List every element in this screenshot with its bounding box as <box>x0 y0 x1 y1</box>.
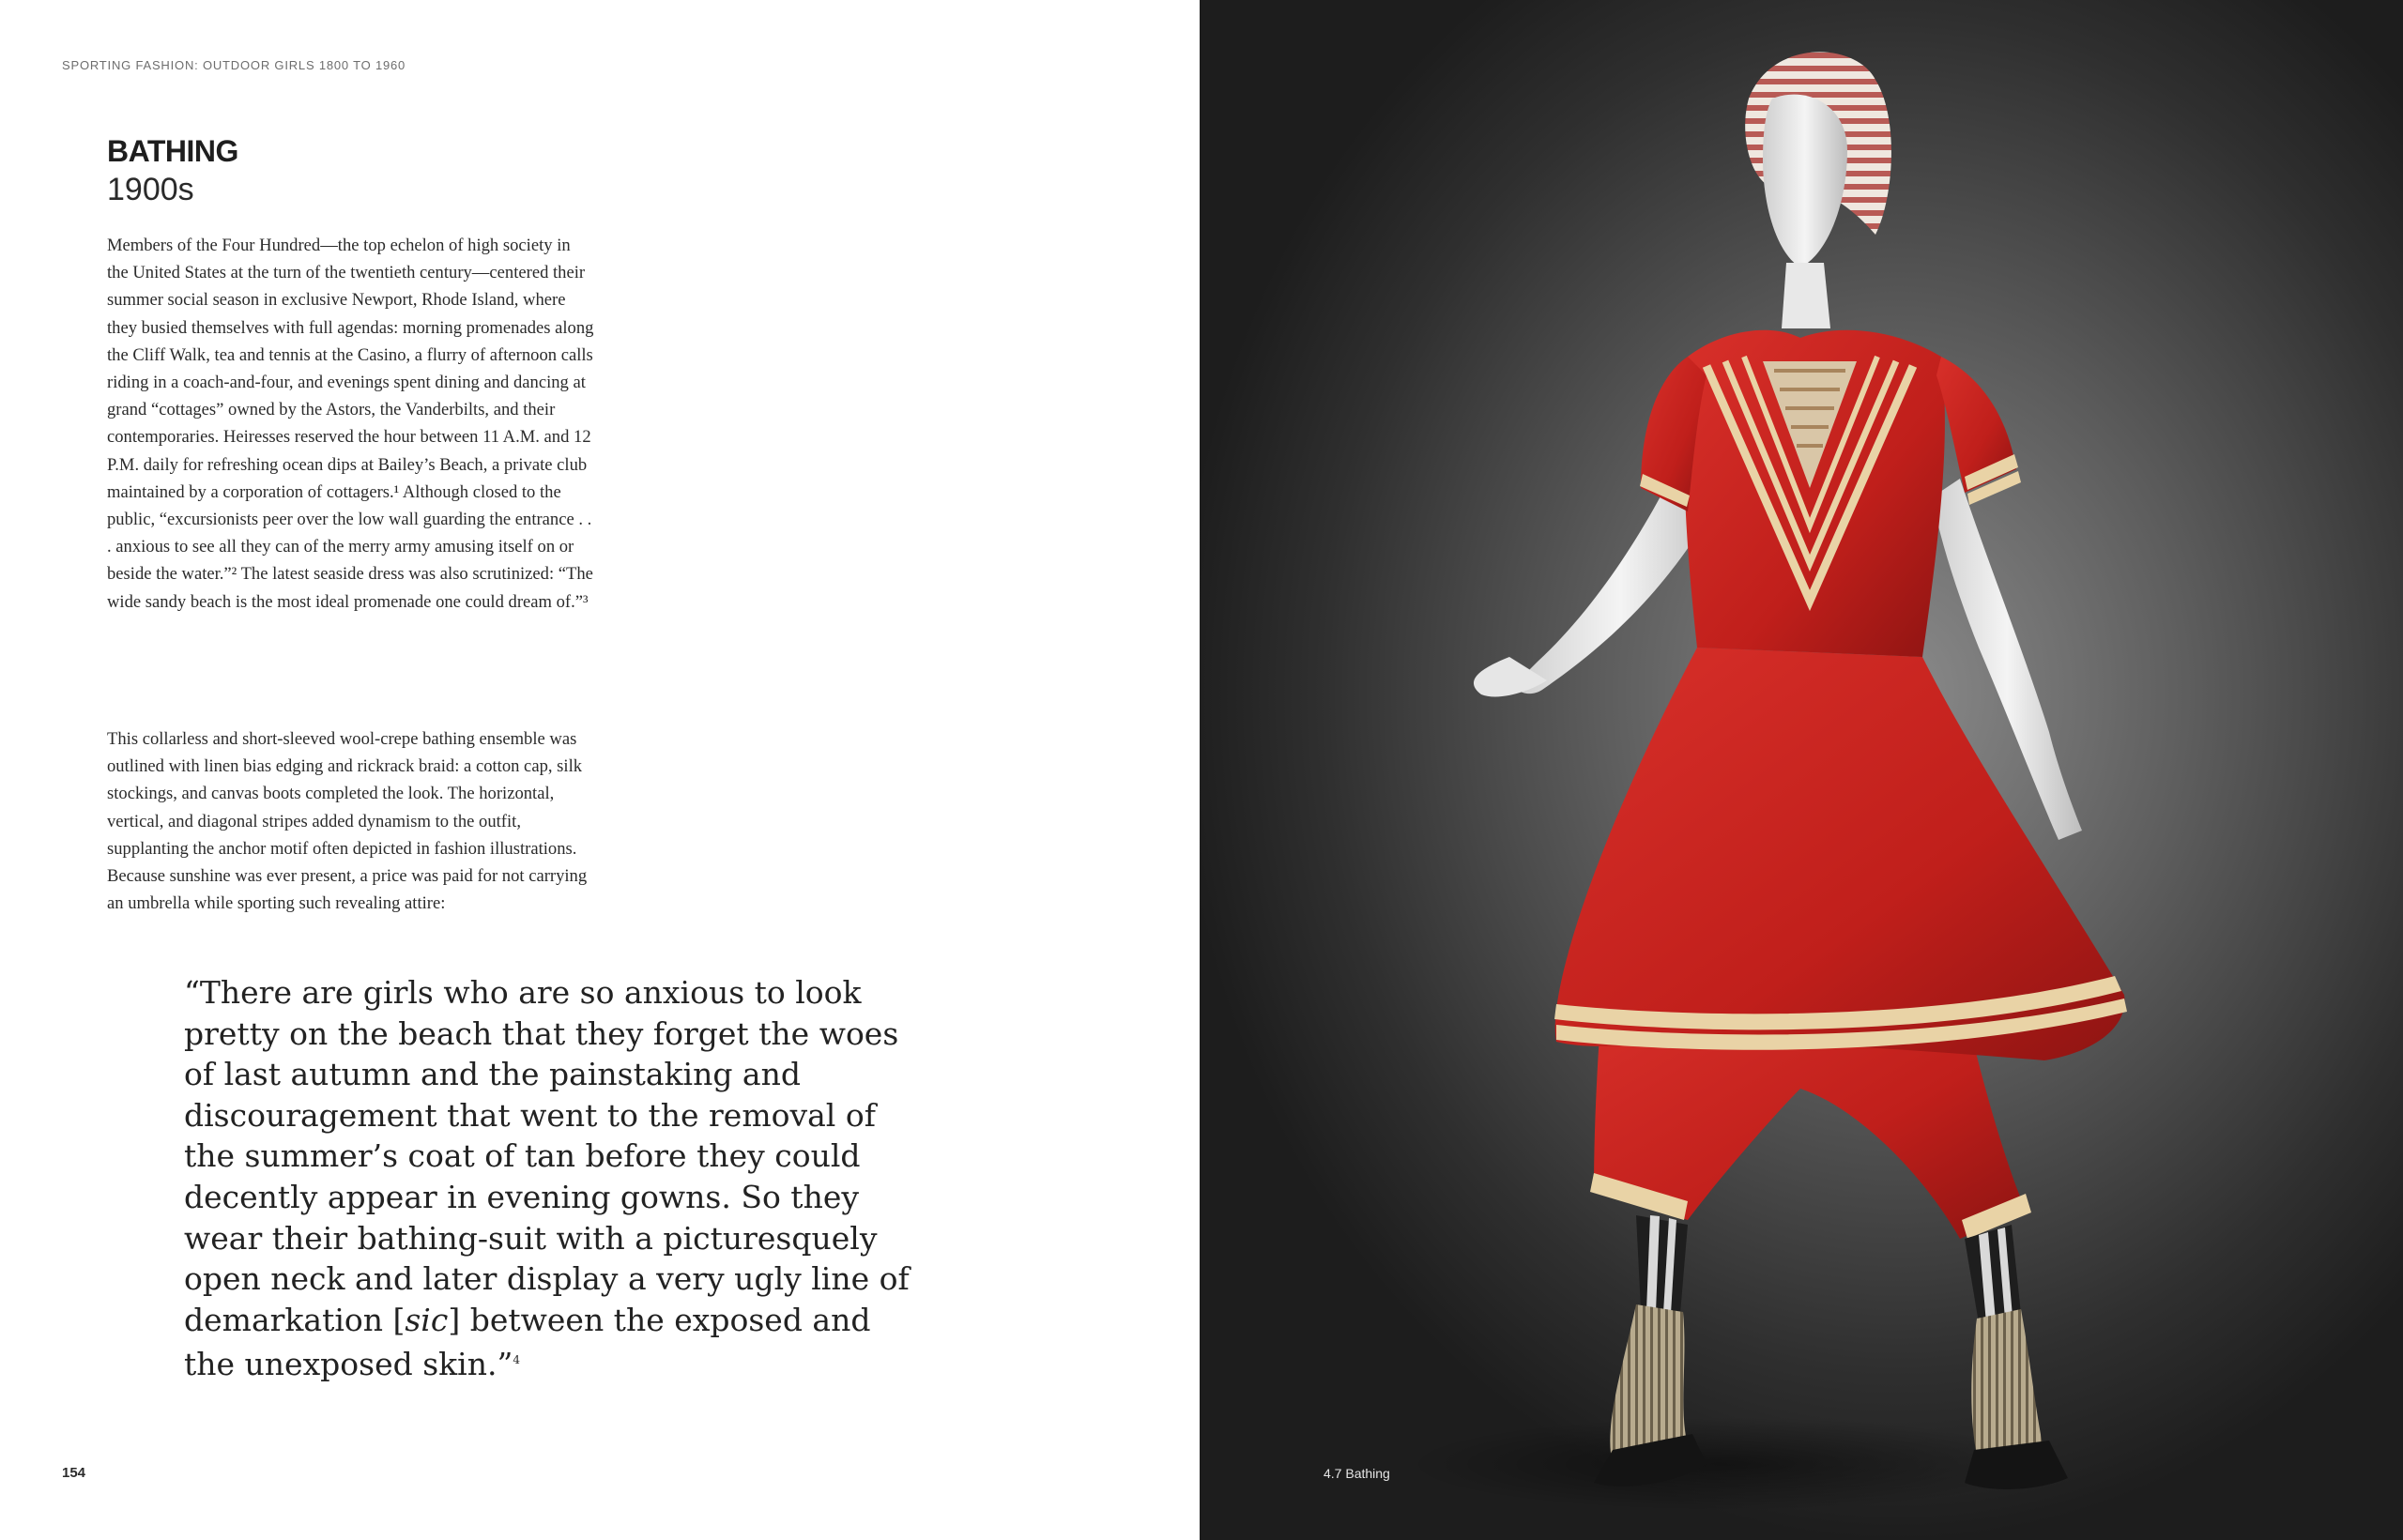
right-page-photo <box>1200 0 2403 1540</box>
pull-quote <box>184 972 926 1385</box>
photo-caption: 4.7 Bathing <box>1324 1466 1390 1481</box>
mannequin-neck <box>1782 263 1830 328</box>
running-head: SPORTING FASHION: OUTDOOR GIRLS 1800 TO 1960 <box>62 58 406 72</box>
quote-sic: sic <box>405 1301 449 1338</box>
floor-shadow <box>1406 1417 2044 1511</box>
boot-right <box>1971 1309 2044 1464</box>
quote-text-2: ] between the exposed and the unexposed skin.” <box>184 1301 871 1383</box>
body-paragraph-1: Members of the Four Hundred—the top echelon of high society in the United States at the turn of the twentieth century—centered their summer social season in exclusive Newport, Rhode Island, where they busied themselves with full agendas: morning promenades along the Cliff Walk, tea and tennis at the Casino, a flurry of afternoon calls riding in a coach-and-four, and evenings spent dining and dancing at grand “cottages” owned by the Astors, the Vanderbilts, and their contemporaries. Heiresses reserved the hour between 11 A.M. and 12 P.M. daily for refreshing ocean dips at Bailey’s Beach, a private club maintained by a corporation of cottagers.¹ Although closed to the public, “excursionists peer over the low wall guarding the entrance . . . anxious to see all they can of the merry army amusing itself on or beside the water.”² The latest seaside dress was also scrutinized: “The wide sandy beach is the most ideal promenade one could dream of.”³ <box>107 236 594 612</box>
page-number: 154 <box>62 1465 86 1481</box>
quote-footnote-marker: 4 <box>513 1353 520 1367</box>
left-page <box>0 0 1200 1540</box>
section-title: BATHING <box>107 134 238 168</box>
quote-text-1: “There are girls who are so anxious to look pretty on the beach that they forget the woes of last autumn and the painstaking and discouragement that went to the removal of the summer’s coat of tan before they could decently appear in evening gowns. So they wear their bathing-suit with a picturesquely open neck and later display a very ugly line of demarkation [ <box>184 974 910 1338</box>
section-subtitle: 1900s <box>107 172 194 207</box>
body-paragraph-2: This collarless and short-sleeved wool-crepe bathing ensemble was outlined with linen bias edging and rickrack braid: a cotton cap, silk stockings, and canvas boots completed the look. The horizontal, vertical, and diagonal stripes added dynamism to the outfit, supplanting the anchor motif often depicted in fashion illustrations. Because sunshine was ever present, a price was paid for not carrying an umbrella while sporting such revealing attire: <box>107 729 588 914</box>
stocking-left <box>1636 1215 1688 1314</box>
bathing-costume-photo <box>1200 0 2403 1540</box>
mannequin-head <box>1763 95 1847 267</box>
